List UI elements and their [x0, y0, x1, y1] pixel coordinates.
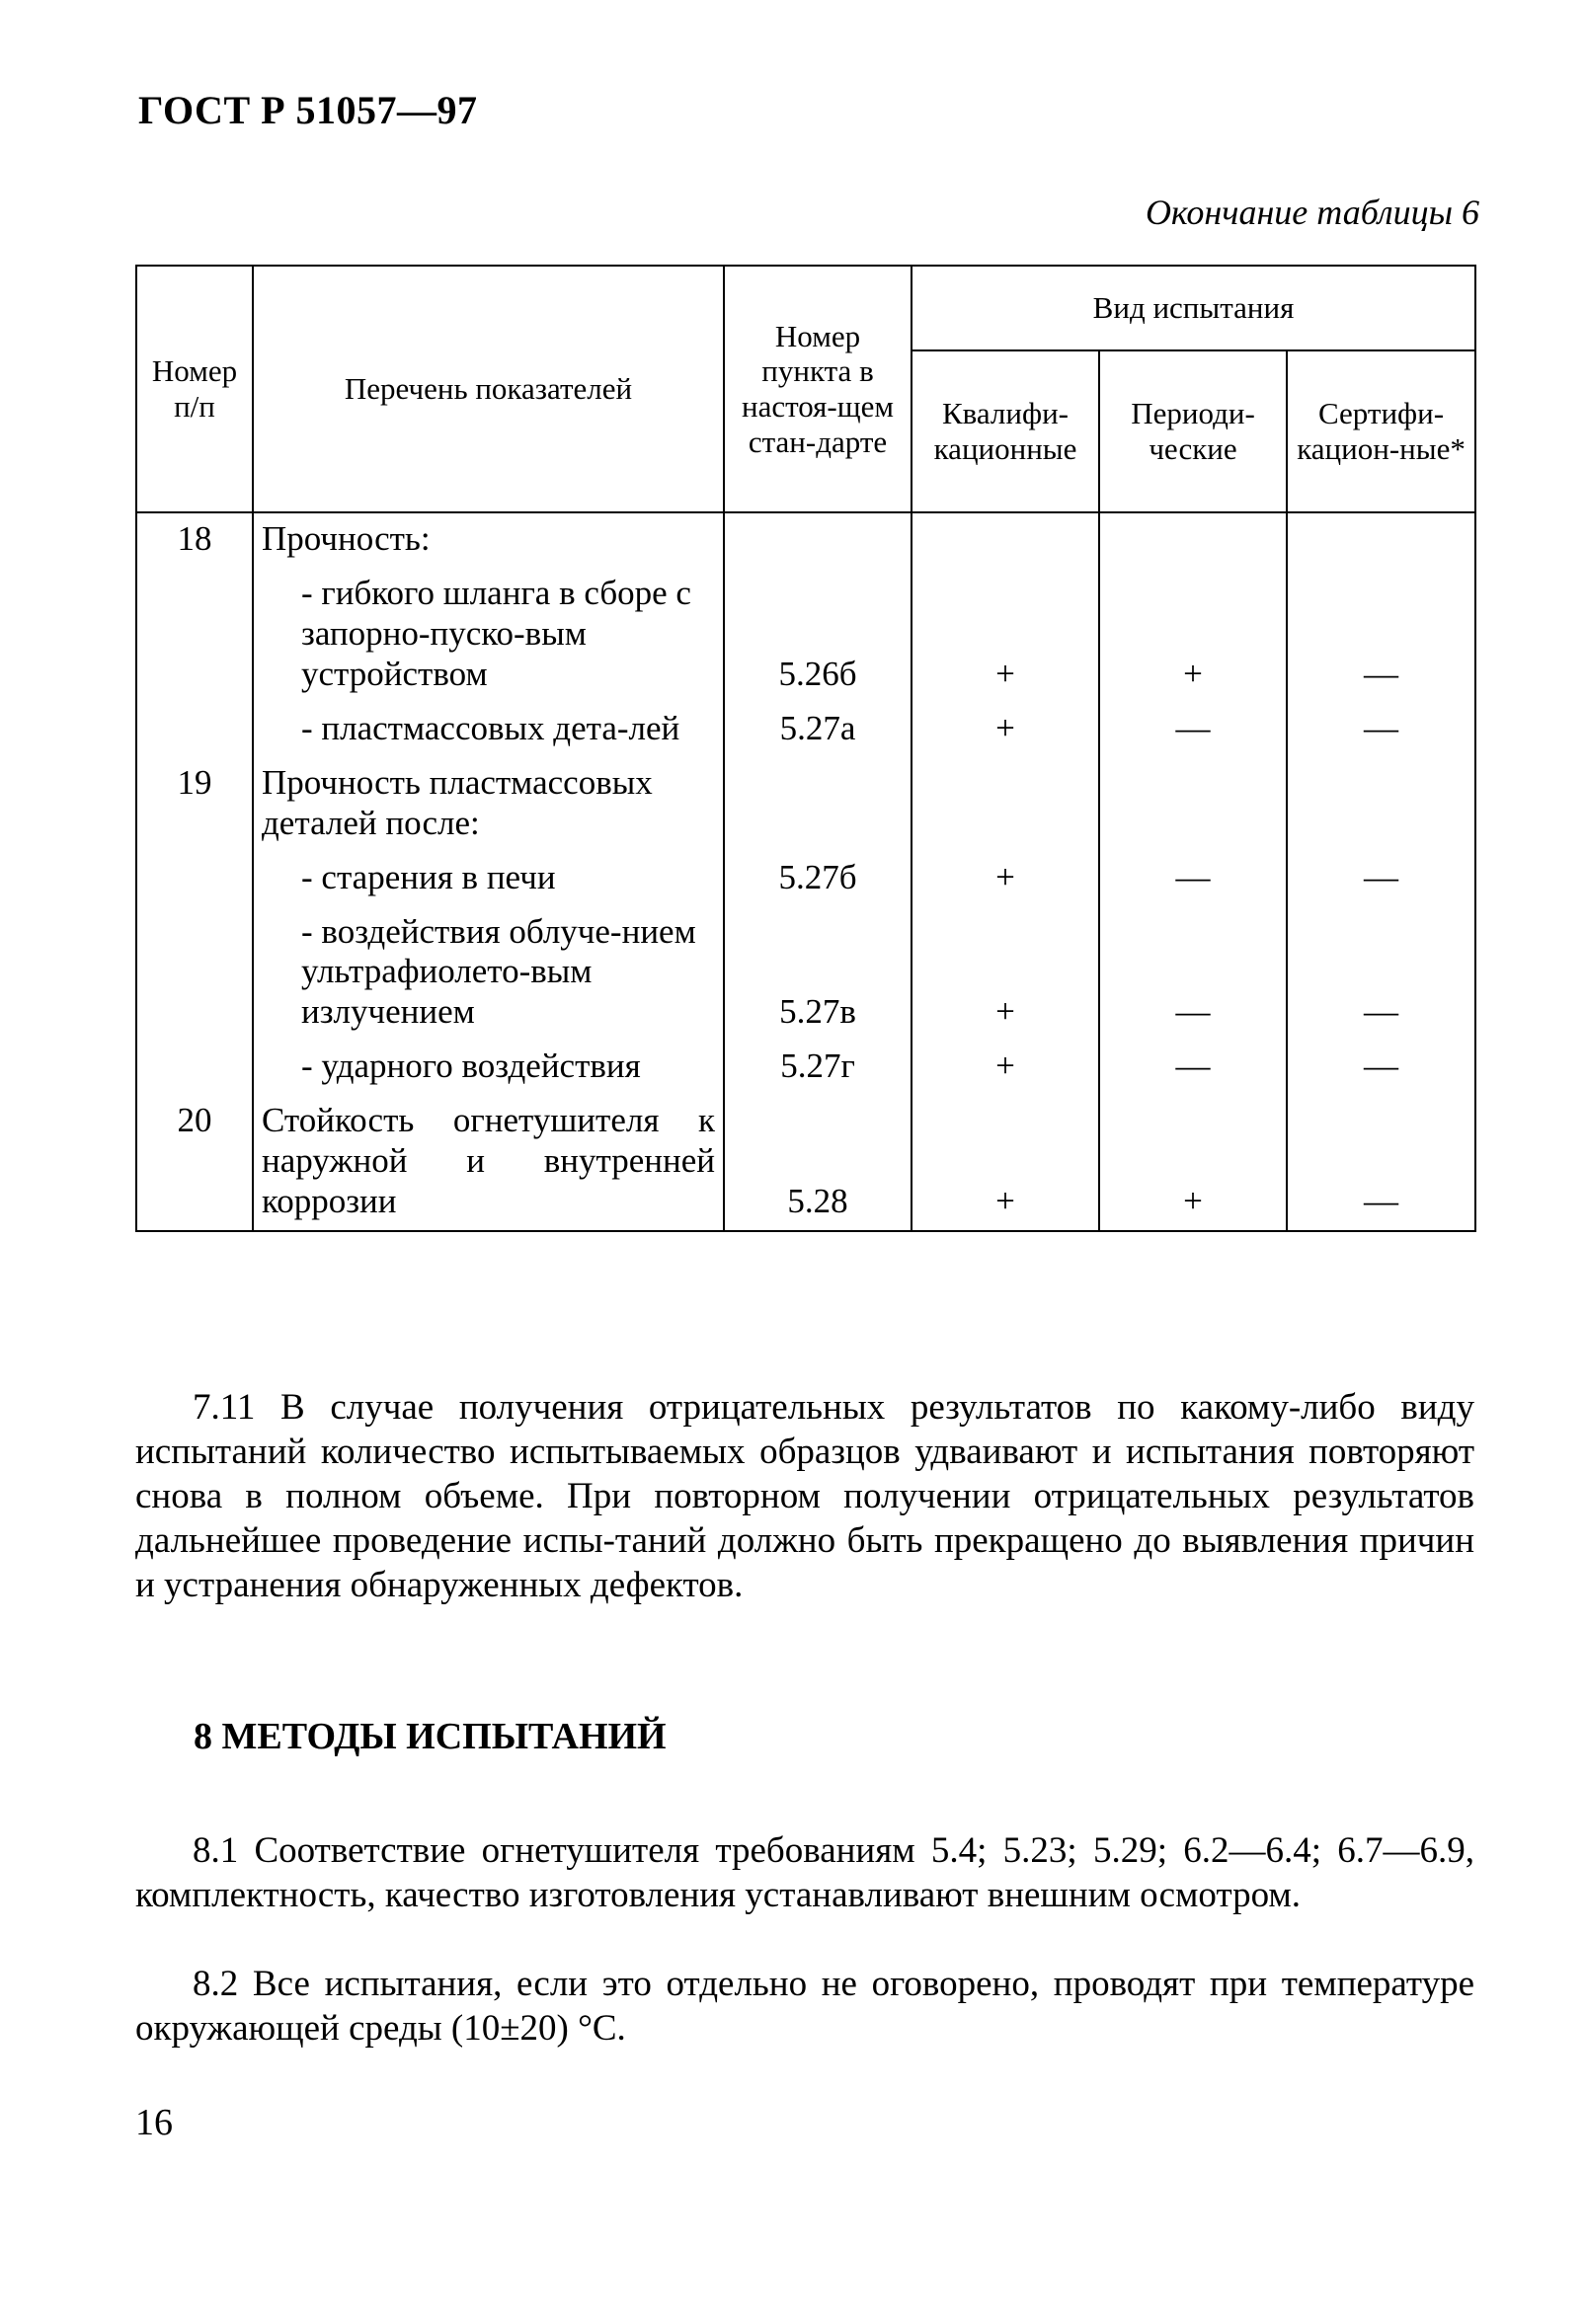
- table-row: [136, 852, 1475, 906]
- row-periodic: [1099, 512, 1287, 568]
- col-header-clause: Номер пункта в настоя-щем стан-дарте: [724, 266, 912, 512]
- row-number: [136, 852, 253, 906]
- col-header-qualification: Квалифи-кационные: [912, 350, 1099, 512]
- table-caption: Окончание таблицы 6: [1145, 193, 1479, 232]
- row-qualification: [912, 757, 1099, 852]
- paragraph-8-1: [135, 1828, 1474, 1917]
- row-number: 20: [136, 1095, 253, 1231]
- row-clause: 5.27б: [724, 852, 912, 906]
- row-clause: 5.27а: [724, 703, 912, 757]
- row-clause: 5.26б: [724, 568, 912, 703]
- paragraph-7-11-text: 7.11 В случае получения отрицательных результатов по какому-либо виду испытаний количество испытываемых образцов удваивают и испытания повторяют снова в полном объеме. При повторном получении отрицательных результатов дальнейшее проведение испы-таний должно быть прекращено до выявления причин и устранения обнаруженных дефектов.: [135, 1387, 1474, 1605]
- row-qualification: +: [912, 703, 1099, 757]
- row-indicator: Стойкость огнетушителя к наружной и внутренней коррозии: [253, 1095, 724, 1231]
- table-row: [136, 512, 1475, 568]
- col-header-test-type: Вид испытания: [912, 266, 1475, 350]
- row-clause: [724, 512, 912, 568]
- paragraph-7-11: [135, 1385, 1474, 1607]
- row-indicator: - ударного воздействия: [253, 1041, 724, 1095]
- row-qualification: +: [912, 1095, 1099, 1231]
- col-header-periodic: Периоди-ческие: [1099, 350, 1287, 512]
- table-row: [136, 568, 1475, 703]
- row-clause: [724, 757, 912, 852]
- row-periodic: —: [1099, 852, 1287, 906]
- row-qualification: +: [912, 1041, 1099, 1095]
- row-qualification: +: [912, 906, 1099, 1042]
- table-row: [136, 703, 1475, 757]
- row-clause: 5.28: [724, 1095, 912, 1231]
- paragraph-8-2-text: 8.2 Все испытания, если это отдельно не оговорено, проводят при температуре окружающей среды (10±20) °С.: [135, 1964, 1474, 2049]
- row-periodic: [1099, 757, 1287, 852]
- row-certification: —: [1287, 906, 1475, 1042]
- row-number: 19: [136, 757, 253, 852]
- row-indicator: Прочность:: [253, 512, 724, 568]
- row-certification: —: [1287, 1095, 1475, 1231]
- page-number: 16: [135, 2102, 173, 2143]
- table-row: [136, 757, 1475, 852]
- row-periodic: —: [1099, 1041, 1287, 1095]
- section-8-title: 8 МЕТОДЫ ИСПЫТАНИЙ: [194, 1716, 667, 1757]
- row-periodic: +: [1099, 568, 1287, 703]
- row-number: [136, 906, 253, 1042]
- document-code: ГОСТ Р 51057—97: [138, 88, 478, 132]
- table-row: [136, 1095, 1475, 1231]
- row-certification: —: [1287, 568, 1475, 703]
- row-indicator: - пластмассовых дета-лей: [253, 703, 724, 757]
- table-row: [136, 906, 1475, 1042]
- row-qualification: +: [912, 852, 1099, 906]
- row-periodic: —: [1099, 703, 1287, 757]
- row-certification: —: [1287, 852, 1475, 906]
- row-number: 18: [136, 512, 253, 568]
- row-clause: 5.27в: [724, 906, 912, 1042]
- col-header-indicators: Перечень показателей: [253, 266, 724, 512]
- paragraph-8-1-text: 8.1 Соответствие огнетушителя требованиям 5.4; 5.23; 5.29; 6.2—6.4; 6.7—6.9, комплектность, качество изготовления устанавливают внешним осмотром.: [135, 1830, 1474, 1915]
- table-row: [136, 1041, 1475, 1095]
- row-indicator: Прочность пластмассовых деталей после:: [253, 757, 724, 852]
- col-header-num: Номер п/п: [136, 266, 253, 512]
- row-number: [136, 568, 253, 703]
- row-qualification: +: [912, 568, 1099, 703]
- row-number: [136, 1041, 253, 1095]
- row-certification: —: [1287, 703, 1475, 757]
- row-periodic: —: [1099, 906, 1287, 1042]
- row-number: [136, 703, 253, 757]
- tests-table: [135, 265, 1476, 1232]
- row-certification: [1287, 512, 1475, 568]
- paragraph-8-2: [135, 1962, 1474, 2051]
- row-indicator: - гибкого шланга в сборе с запорно-пуско-вым устройством: [253, 568, 724, 703]
- row-certification: —: [1287, 1041, 1475, 1095]
- row-clause: 5.27г: [724, 1041, 912, 1095]
- row-qualification: [912, 512, 1099, 568]
- row-indicator: - воздействия облуче-нием ультрафиолето-вым излучением: [253, 906, 724, 1042]
- row-periodic: +: [1099, 1095, 1287, 1231]
- row-indicator: - старения в печи: [253, 852, 724, 906]
- row-certification: [1287, 757, 1475, 852]
- col-header-certification: Сертифи-кацион-ные*: [1287, 350, 1475, 512]
